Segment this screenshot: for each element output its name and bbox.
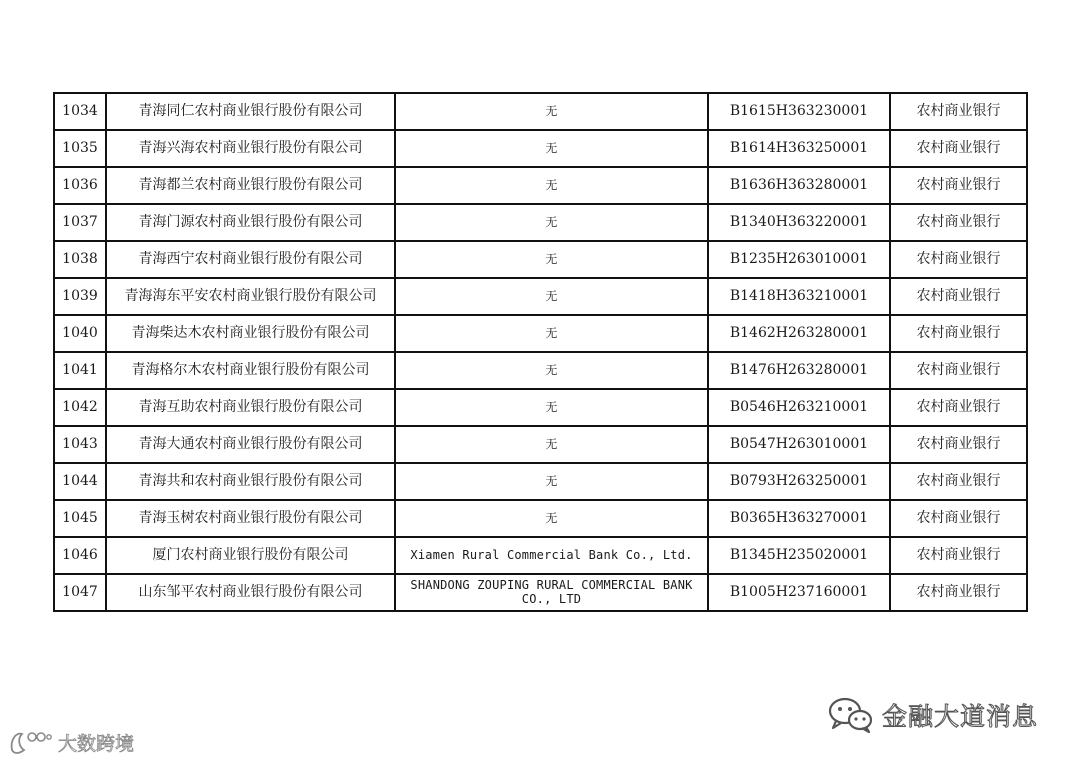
row-number: 1036 bbox=[54, 167, 106, 204]
institution-type: 农村商业银行 bbox=[890, 204, 1027, 241]
bank-name-cn: 青海都兰农村商业银行股份有限公司 bbox=[106, 167, 395, 204]
institution-type: 农村商业银行 bbox=[890, 537, 1027, 574]
table-row bbox=[54, 537, 1027, 574]
watermark-right bbox=[828, 695, 1038, 735]
institution-code: B0793H263250001 bbox=[708, 463, 890, 500]
wechat-icon bbox=[828, 695, 874, 735]
bank-name-en: 无 bbox=[395, 389, 708, 426]
row-number: 1034 bbox=[54, 93, 106, 130]
institution-code: B1614H363250001 bbox=[708, 130, 890, 167]
institution-code: B1476H263280001 bbox=[708, 352, 890, 389]
table-row bbox=[54, 500, 1027, 537]
bank-name-en: 无 bbox=[395, 463, 708, 500]
institution-type: 农村商业银行 bbox=[890, 500, 1027, 537]
bank-name-cn: 山东邹平农村商业银行股份有限公司 bbox=[106, 574, 395, 611]
bank-name-cn: 厦门农村商业银行股份有限公司 bbox=[106, 537, 395, 574]
table-row bbox=[54, 426, 1027, 463]
bank-name-en: 无 bbox=[395, 241, 708, 278]
table-row bbox=[54, 167, 1027, 204]
table-row bbox=[54, 389, 1027, 426]
institution-code: B1615H363230001 bbox=[708, 93, 890, 130]
row-number: 1037 bbox=[54, 204, 106, 241]
logo-icon bbox=[8, 728, 52, 756]
institution-code: B1005H237160001 bbox=[708, 574, 890, 611]
bank-name-en: 无 bbox=[395, 130, 708, 167]
institution-type: 农村商业银行 bbox=[890, 93, 1027, 130]
row-number: 1046 bbox=[54, 537, 106, 574]
institution-code: B1235H263010001 bbox=[708, 241, 890, 278]
institution-code: B1345H235020001 bbox=[708, 537, 890, 574]
bank-list-table bbox=[53, 92, 1028, 612]
row-number: 1044 bbox=[54, 463, 106, 500]
row-number: 1040 bbox=[54, 315, 106, 352]
bank-name-en: SHANDONG ZOUPING RURAL COMMERCIAL BANK CO., LTD bbox=[395, 574, 708, 611]
table-row bbox=[54, 93, 1027, 130]
watermark-left-text: 大数跨境 bbox=[58, 732, 135, 755]
bank-name-en: Xiamen Rural Commercial Bank Co., Ltd. bbox=[395, 537, 708, 574]
bank-name-cn: 青海同仁农村商业银行股份有限公司 bbox=[106, 93, 395, 130]
row-number: 1035 bbox=[54, 130, 106, 167]
institution-type: 农村商业银行 bbox=[890, 389, 1027, 426]
institution-type: 农村商业银行 bbox=[890, 426, 1027, 463]
bank-name-cn: 青海玉树农村商业银行股份有限公司 bbox=[106, 500, 395, 537]
table-row bbox=[54, 241, 1027, 278]
bank-name-cn: 青海互助农村商业银行股份有限公司 bbox=[106, 389, 395, 426]
bank-name-cn: 青海柴达木农村商业银行股份有限公司 bbox=[106, 315, 395, 352]
bank-name-cn: 青海海东平安农村商业银行股份有限公司 bbox=[106, 278, 395, 315]
table-row bbox=[54, 204, 1027, 241]
institution-code: B1418H363210001 bbox=[708, 278, 890, 315]
bank-name-cn: 青海兴海农村商业银行股份有限公司 bbox=[106, 130, 395, 167]
watermark-left bbox=[8, 727, 134, 757]
bank-name-en: 无 bbox=[395, 315, 708, 352]
row-number: 1043 bbox=[54, 426, 106, 463]
institution-code: B0546H263210001 bbox=[708, 389, 890, 426]
table-row bbox=[54, 574, 1027, 611]
institution-type: 农村商业银行 bbox=[890, 315, 1027, 352]
table-row bbox=[54, 315, 1027, 352]
institution-code: B1636H363280001 bbox=[708, 167, 890, 204]
table-row bbox=[54, 463, 1027, 500]
bank-name-en: 无 bbox=[395, 278, 708, 315]
institution-type: 农村商业银行 bbox=[890, 278, 1027, 315]
bank-name-en: 无 bbox=[395, 167, 708, 204]
institution-code: B0365H363270001 bbox=[708, 500, 890, 537]
institution-code: B0547H263010001 bbox=[708, 426, 890, 463]
row-number: 1041 bbox=[54, 352, 106, 389]
bank-name-en: 无 bbox=[395, 426, 708, 463]
bank-name-en: 无 bbox=[395, 352, 708, 389]
bank-name-cn: 青海西宁农村商业银行股份有限公司 bbox=[106, 241, 395, 278]
row-number: 1038 bbox=[54, 241, 106, 278]
row-number: 1047 bbox=[54, 574, 106, 611]
row-number: 1042 bbox=[54, 389, 106, 426]
bank-name-cn: 青海共和农村商业银行股份有限公司 bbox=[106, 463, 395, 500]
bank-name-cn: 青海大通农村商业银行股份有限公司 bbox=[106, 426, 395, 463]
institution-type: 农村商业银行 bbox=[890, 574, 1027, 611]
institution-code: B1462H263280001 bbox=[708, 315, 890, 352]
bank-name-en: 无 bbox=[395, 500, 708, 537]
table-row bbox=[54, 130, 1027, 167]
watermark-right-text: 金融大道消息 bbox=[882, 702, 1039, 731]
institution-type: 农村商业银行 bbox=[890, 352, 1027, 389]
table-row bbox=[54, 278, 1027, 315]
bank-name-cn: 青海格尔木农村商业银行股份有限公司 bbox=[106, 352, 395, 389]
bank-name-en: 无 bbox=[395, 204, 708, 241]
bank-list-body bbox=[54, 93, 1027, 611]
bank-name-en: 无 bbox=[395, 93, 708, 130]
row-number: 1039 bbox=[54, 278, 106, 315]
institution-code: B1340H363220001 bbox=[708, 204, 890, 241]
institution-type: 农村商业银行 bbox=[890, 241, 1027, 278]
bank-name-cn: 青海门源农村商业银行股份有限公司 bbox=[106, 204, 395, 241]
institution-type: 农村商业银行 bbox=[890, 130, 1027, 167]
row-number: 1045 bbox=[54, 500, 106, 537]
table-row bbox=[54, 352, 1027, 389]
institution-type: 农村商业银行 bbox=[890, 167, 1027, 204]
institution-type: 农村商业银行 bbox=[890, 463, 1027, 500]
